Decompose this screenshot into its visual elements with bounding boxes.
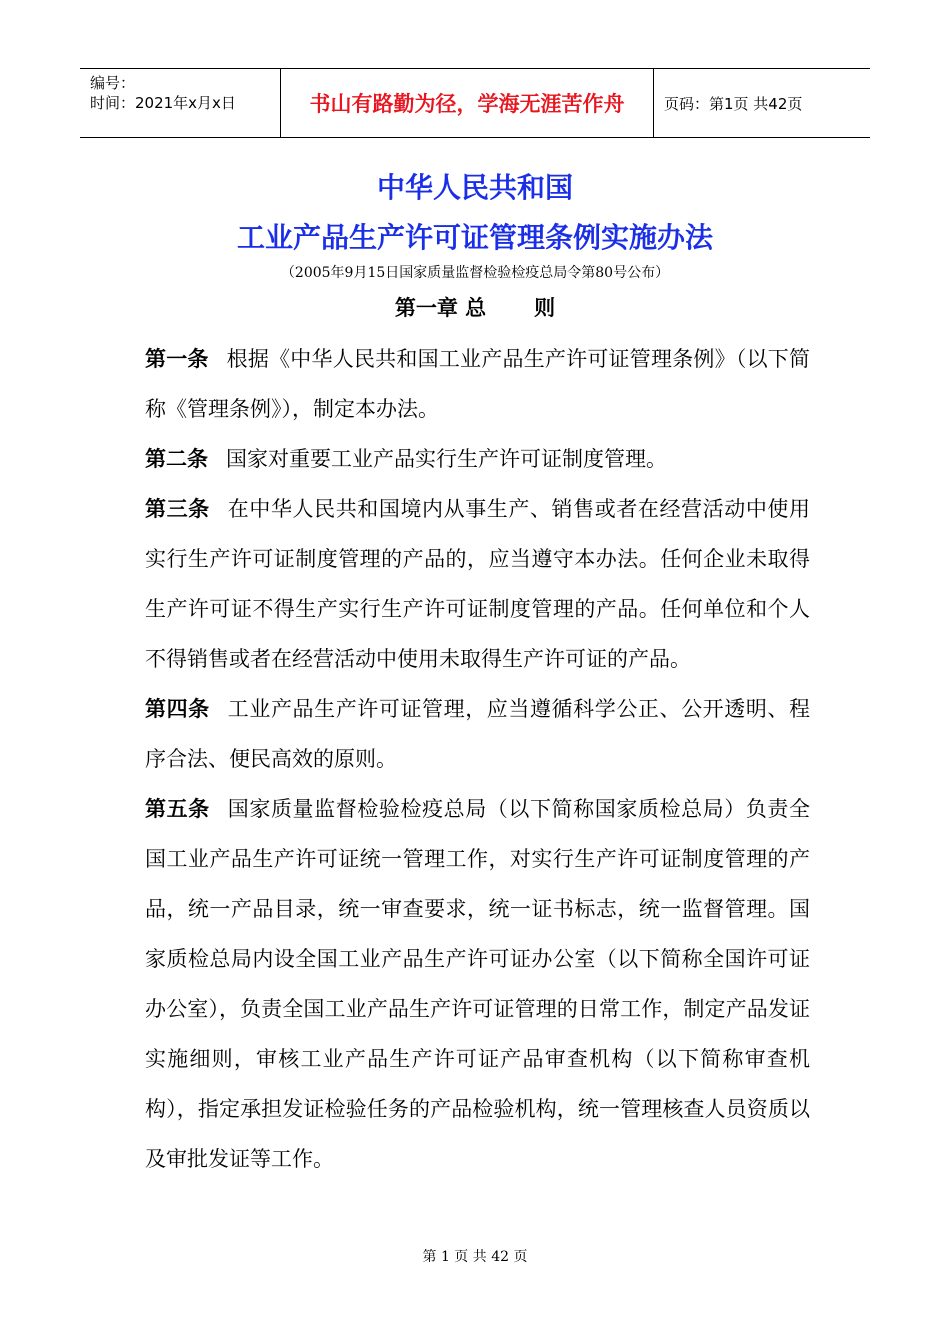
- document-subtitle: （2005年9月15日国家质量监督检验检疫总局令第80号公布）: [280, 265, 670, 281]
- article-text: 国家对重要工业产品实行生产许可证制度管理。: [226, 447, 667, 471]
- article-label: 第一条: [145, 347, 209, 371]
- article-label: 第四条: [145, 697, 210, 721]
- header-meta: [80, 69, 280, 137]
- article-paragraph: [145, 434, 810, 484]
- header-motto: 书山有路勤为径，学海无涯苦作舟: [280, 69, 654, 137]
- chapter-heading: [0, 292, 950, 322]
- document-title-line2: 工业产品生产许可证管理条例实施办法: [236, 221, 713, 254]
- article-paragraph: [145, 484, 810, 684]
- document-body: [145, 334, 810, 1184]
- article-paragraph: [145, 784, 810, 1184]
- article-paragraph: [145, 334, 810, 434]
- time-label: 时间：2021年x月x日: [90, 94, 236, 112]
- article-label: 第五条: [145, 797, 210, 821]
- article-text: 在中华人民共和国境内从事生产、销售或者在经营活动中使用实行生产许可证制度管理的产品的，应当遵守本办法。任何企业未取得生产许可证不得生产实行生产许可证制度管理的产品。任何单位和个人不得销售或者在经营活动中使用未取得生产许可证的产品。: [145, 497, 811, 671]
- page-footer: 第 1 页 共 42 页: [422, 1249, 528, 1265]
- document-title-line1: 中华人民共和国: [376, 171, 573, 204]
- article-label: 第三条: [145, 497, 210, 521]
- number-label: 编号：: [90, 74, 136, 92]
- article-paragraph: [145, 684, 810, 784]
- page-header: [80, 68, 870, 138]
- article-text: 国家质量监督检验检疫总局（以下简称国家质检总局）负责全国工业产品生产许可证统一管理工作，对实行生产许可证制度管理的产品，统一产品目录，统一审查要求，统一证书标志，统一监督管理。国家质检总局内设全国工业产品生产许可证办公室（以下简称全国许可证办公室），负责全国工业产品生产许可证管理的日常工作，制定产品发证实施细则，审核工业产品生产许可证产品审查机构（以下简称审查机构），指定承担发证检验任务的产品检验机构，统一管理核查人员资质以及审批发证等工作。: [145, 797, 811, 1171]
- article-text: 根据《中华人民共和国工业产品生产许可证管理条例》（以下简称《管理条例》），制定本办法。: [145, 347, 811, 421]
- article-text: 工业产品生产许可证管理，应当遵循科学公正、公开透明、程序合法、便民高效的原则。: [145, 697, 811, 771]
- chapter-heading-left: 第一章 总: [394, 296, 487, 320]
- article-label: 第二条: [145, 447, 208, 471]
- header-page-info: 页码：第1页 共42页: [664, 94, 803, 113]
- chapter-heading-right: 则: [534, 296, 556, 320]
